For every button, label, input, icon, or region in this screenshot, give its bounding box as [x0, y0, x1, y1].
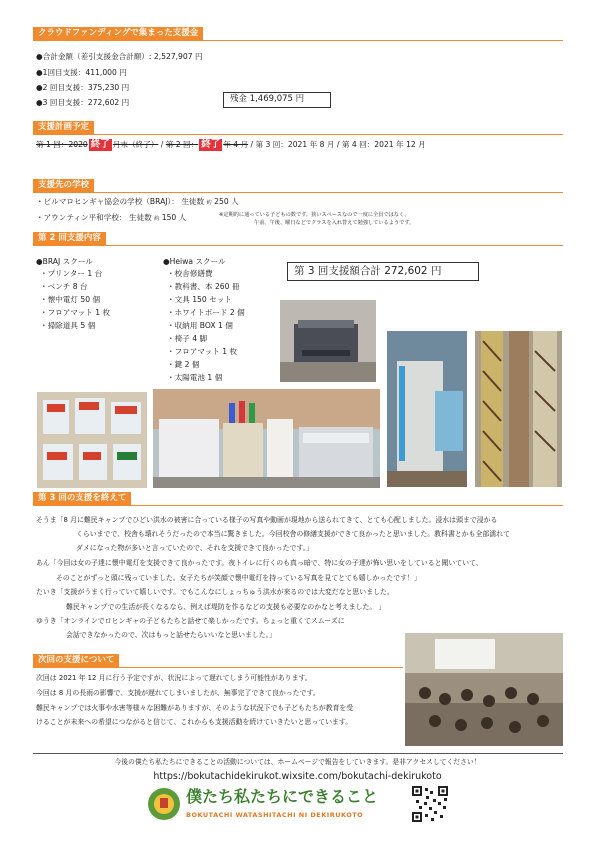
schools-note-2: 午前、午後、曜日などでクラスを入れ替えて勉強しているようです。 — [254, 220, 415, 226]
reflection-line: 会話できなかったので、次はもっと話せたらいいなと思いました。」 — [66, 631, 277, 639]
reflection-line: そうま「8 月に難民キャンプでひどい洪水の被害に合っている様子の写真や動画が現地から送られてきて、とても心配しました。浸水は頭まで浸かる — [36, 516, 498, 524]
next-line: 次回は 2021 年 12 月に行う予定ですが、状況によって遅れてしまう可能性があります。 — [36, 674, 312, 682]
qr-code-icon[interactable] — [412, 786, 448, 822]
footer-notice: 今後の僕たち私たちにできることの活動については、ホームページで報告をしていきます。是非アクセスしてください！ — [114, 758, 481, 766]
funding-header: クラウドファンディングで集まった支援金 — [33, 27, 203, 40]
school-heiwa-approx: 約 — [154, 216, 160, 222]
heiwa-title: ●Heiwa スクール — [163, 257, 226, 266]
funding-second: ●2 回目支援：375,230 円 — [36, 83, 130, 92]
supplies-photo — [153, 389, 380, 488]
braj-item: ・プリンター 1 台 — [40, 269, 103, 278]
school-braj-name: ・ビルマロヒンギャ協会の学校（BRAJ）： 生徒数 — [36, 197, 205, 206]
heiwa-item: ・収納用 BOX 1 個 — [167, 321, 233, 330]
school-braj-approx: 約 — [206, 200, 212, 206]
reflection-line: そのことがずっと頭に残っていました。女子たちが笑顔で懐中電灯を持っている写真を見てとても嬉しかったです！」 — [56, 574, 421, 582]
round2-header: 第 2 回支援内容 — [33, 232, 106, 245]
plan-r2-stamp: 終了 — [201, 139, 221, 150]
plan-r1-stamp: 終了 — [90, 139, 110, 150]
plan-sep: / — [158, 140, 166, 149]
supplies-icon — [153, 389, 380, 488]
braj-item: ・掃除道具 5 個 — [40, 321, 96, 330]
plan-r1-prefix: 第 1 回：2020 — [36, 140, 88, 149]
next-header-rule — [33, 667, 403, 668]
round3-header: 第 3 回の支援を終えて — [33, 492, 131, 505]
braj-item: ・ベンチ 8 台 — [40, 282, 88, 291]
school-braj-count: 250 人 — [214, 197, 239, 206]
round3-total-amount: 第 3 回支援額合計 272,602 円 — [294, 265, 442, 277]
school-braj — [36, 196, 239, 208]
heiwa-item: ・教科書、本 260 冊 — [167, 282, 240, 291]
round3-header-rule — [33, 505, 563, 506]
school-heiwa-name: ・アウンティン平和学校： 生徒数 — [36, 213, 152, 222]
remaining-box — [223, 92, 331, 108]
reflection-line: ゆうき「オンラインでロヒンギャの子どもたちと話せて楽しかったです。ちょっと重くてスムーズに — [36, 617, 345, 625]
classroom-icon — [405, 633, 563, 746]
heiwa-item: ・校舎修繕費 — [167, 269, 213, 278]
plan-header-rule — [33, 134, 563, 135]
next-line: 難民キャンプでは火事や水害等様々な困難がありますが、そのような状況下でも子どもたちが教育を受 — [36, 704, 354, 712]
plan-header: 支援計画予定 — [33, 121, 94, 134]
footer-divider — [33, 753, 563, 754]
remaining-amount: 残金 1,469,075 円 — [230, 94, 305, 104]
logo-title-jp: 僕たち私たちにできること — [186, 787, 379, 806]
plan-r2-suffix: 年 4 月 — [223, 140, 249, 149]
plan-r3-r4: / 第 3 回：2021 年 8 月 / 第 4 回：2021 年 12 月 — [248, 140, 426, 149]
funding-first: ●1回目支援：411,000 円 — [36, 68, 127, 77]
logo-emblem-icon — [147, 786, 181, 822]
funding-total: ●合計金額（差引支援金合計額）: 2,527,907 円 — [36, 52, 203, 61]
schools-note-1: ※定期的に通っている子どもの数です。狭いスペースなので一度に全員ではなく、 — [219, 212, 410, 218]
printer-photo — [280, 300, 376, 382]
braj-item: ・フロアマット 1 枚 — [40, 308, 111, 317]
heiwa-item: ・椅子 4 脚 — [167, 334, 208, 343]
heiwa-item: ・文具 150 セット — [167, 295, 232, 304]
round2-header-rule — [33, 245, 563, 246]
heiwa-item: ・ホワイトボード 2 個 — [167, 308, 245, 317]
heiwa-item: ・フロアマット 1 枚 — [167, 347, 238, 356]
school-heiwa — [36, 212, 186, 224]
next-line: 今回は 8 月の長雨の影響で、支援が遅れてしまいましたが、無事完了できて良かったです。 — [36, 689, 320, 697]
next-header: 次回の支援について — [33, 654, 119, 667]
heiwa-item: ・鍵 2 個 — [167, 360, 200, 369]
classroom-photo — [405, 633, 563, 746]
reflection-line: 難民キャンプでの生活が長くなるなら、例えば堤防を作るなどの支援も必要なのかなと考えました。 」 — [66, 603, 386, 611]
plan-r2-prefix: 第 2 回： — [165, 140, 199, 149]
heiwa-item: ・太陽電池 1 個 — [167, 373, 223, 382]
reflection-line: たいき「支援がうまく行っていて嬉しいです。でもこんなにしょっちゅう洪水が来るのでは大変だなと思いました。 — [36, 588, 394, 596]
braj-item: ・懐中電灯 50 個 — [40, 295, 101, 304]
floormat-icon — [475, 331, 562, 487]
floormat-photo — [475, 331, 562, 487]
plan-schedule — [36, 139, 426, 151]
braj-title: ●BRAJ スクール — [36, 257, 93, 266]
reflection-line: くらいまでで、校舎も壊れそうだったので本当に驚きました。今回校舎の修繕支援ができて良かったと思いました。教科書とかも全部濡れて — [76, 530, 510, 538]
next-line: けることが未来への希望につながると信じて、これからも支援活動を続けていきたいと思っています。 — [36, 718, 353, 726]
schools-header: 支援先の学校 — [33, 179, 94, 192]
footer-url-link[interactable]: https://bokutachidekirukot.wixsite.com/bokutachi-dekirukoto — [153, 771, 442, 782]
bench-photo — [387, 331, 467, 487]
flashlight-photo — [37, 392, 147, 488]
funding-third: ●3 回目支援：272,602 円 — [36, 98, 130, 107]
plan-r1-suffix: 月末（終了） — [112, 140, 159, 149]
funding-header-rule — [33, 40, 563, 41]
bench-icon — [387, 331, 467, 487]
round3-total-box — [287, 262, 479, 281]
printer-icon — [280, 300, 376, 382]
flashlight-icon — [37, 392, 147, 488]
school-heiwa-count: 150 人 — [161, 213, 187, 222]
logo-title-en: BOKUTACHI WATASHITACHI NI DEKIRUKOTO — [186, 811, 364, 819]
schools-header-rule — [33, 192, 563, 193]
reflection-line: あん「今回は女の子達に懐中電灯を支援できて良かったです。夜トイレに行くのも真っ暗で、特に女の子達が怖い思いをしていると聞いていて、 — [36, 559, 483, 567]
reflection-line: ダメになった物が多いと言っていたので、それを支援できて良かったです。」 — [76, 544, 314, 552]
